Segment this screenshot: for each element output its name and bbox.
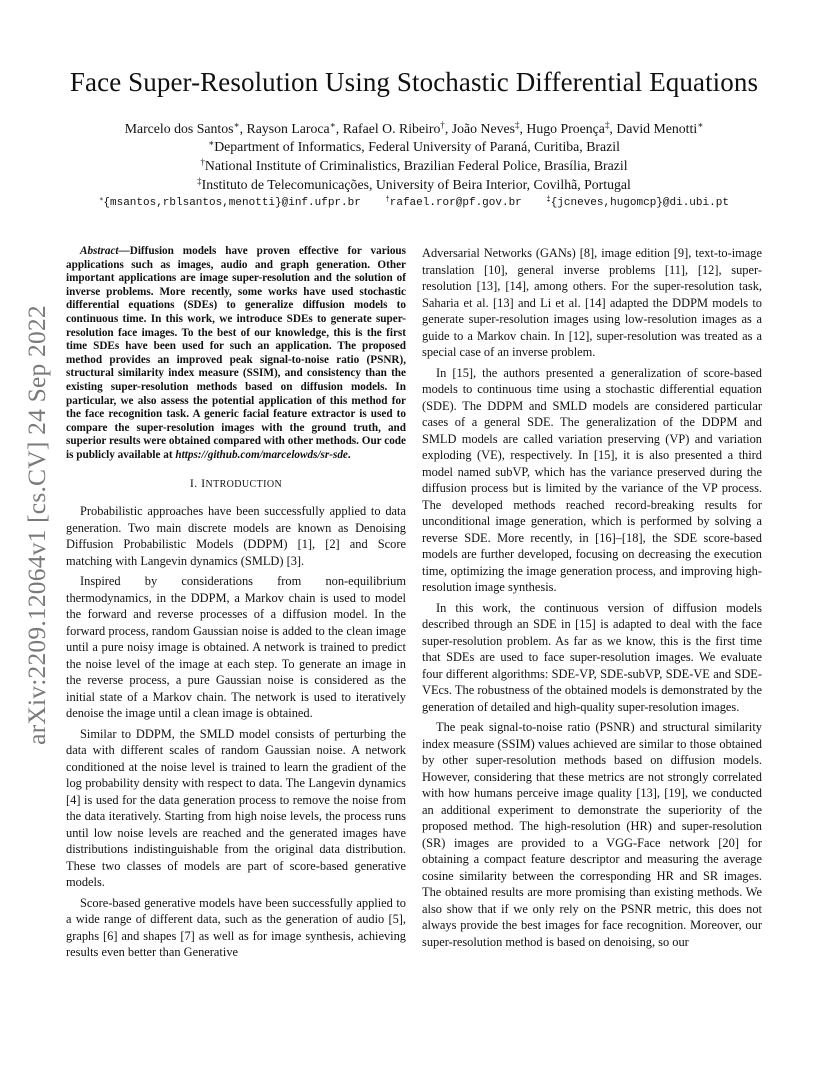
- affiliation: ‡Instituto de Telecomunicações, University of Beira Interior, Covilhã, Portugal: [197, 176, 631, 192]
- author-name: Rayson Laroca: [246, 121, 330, 136]
- paragraph: Similar to DDPM, the SMLD model consists of perturbing the data with different scales of random Gaussian noise. A network conditioned at the noise level is trained to learn the gradient of the log probability density with respect to data. The Langevin dynamics [4] is used for the data generation process to remove the noise from the data iteratively. Starting from high noise levels, the process runs until low noise levels are reached and the generated images have distributions indistinguishable from the original data distribution. These two classes of models are part of score-based generative models.: [66, 726, 406, 889]
- abstract: Abstract—Diffusion models have proven effective for various applications such as images, audio and graph generation. Other important applications are image super-resolution and the solution of inverse problems. More recently, some works have used stochastic differential equations (SDEs) to generalize diffusion models to continuous time. In this work, we introduce SDEs to generate super-resolution face images. To the best of our knowledge, this is the first time SDEs have been used for such an application. The proposed method provides an improved peak signal-to-noise ratio (PSNR), structural similarity index measure (SSIM), and consistency than the existing super-resolution methods based on diffusion models. In particular, we also assess the potential application of this method for the face recognition task. A generic facial feature extractor is used to compare the super-resolution images with the ground truth, and superior results were obtained compared with other methods. Our code is publicly available at https://github.com/marcelowds/sr-sde.: [66, 245, 406, 461]
- section-heading: I. INTRODUCTION: [189, 475, 283, 490]
- arxiv-stamp: arXiv:2209.12064v1 [cs.CV] 24 Sep 2022: [22, 305, 51, 745]
- email: {msantos,rblsantos,menotti}@inf.ufpr.br: [103, 197, 361, 209]
- author-name: João Neves: [451, 121, 515, 136]
- email: {jcneves,hugomcp}@di.ubi.pt: [550, 197, 729, 209]
- paragraph: Inspired by considerations from non-equilibrium thermodynamics, in the DDPM, a Markov chain is used to model the forward and reverse processes of a diffusion model. In the forward process, random Gaussian noise is added to the clean image until a pure noisy image is obtained. A network is trained to predict the noise level of the image at each step. To generate an image in the reverse process, a pure Gaussian noise is considered as the initial state of a Markov chain. The network is used to iteratively denoise the image until a clean image is obtained.: [66, 574, 406, 720]
- paragraph: In [15], the authors presented a generalization of score-based models to continuous time using a stochastic differential equation (SDE). The DDPM and SMLD models are considered particular cases of a general SDE. The generalization of the DDPM and SMLD models are called variation preserving (VP) and variation exploding (VE), respectively. In [15], it is also presented a third model named subVP, which has the variance preserved during the diffusion process but is limited by the variance of the VP process. The developed methods reached record-breaking results for unconditional image generation, which is performed by solving a reverse SDE. More recently, in [16]–[18], the SDE score-based models are further developed, focusing on decreasing the execution time, optimizing the image generation process, and improving high-resolution image synthesis.: [422, 365, 762, 594]
- author-name: Marcelo dos Santos: [124, 121, 234, 136]
- code-link[interactable]: https://github.com/marcelowds/sr-sde: [175, 448, 348, 461]
- paragraph: The peak signal-to-noise ratio (PSNR) and structural similarity index measure (SSIM) values achieved are similar to those obtained by other super-resolution methods based on diffusion models. However, considering that these metrics are not strongly correlated with how humans perceive image quality [13], [19], we conducted an additional experiment to demonstrate the superiority of the proposed method. The high-resolution (HR) and super-resolution (SR) images are provided to a VGG-Face network [20] for obtaining a compact feature descriptor and measuring the average cosine similarity between the corresponding HR and SR images. The obtained results are more promising than existing methods. We also show that if we only rely on the PSNR metric, this does not always provide the best images for face recognition. Moreover, our super-resolution method is based on denoising, so our: [422, 720, 762, 949]
- left-column: [66, 245, 406, 965]
- author-emails: ∗{msantos,rblsantos,menotti}@inf.ufpr.br †rafael.ror@pf.gov.br ‡{jcneves,hugomcp}@di.ubi.pt: [99, 196, 729, 209]
- paragraph: Adversarial Networks (GANs) [8], image edition [9], text-to-image translation [10], general inverse problems [11], [12], super-resolution [13], [14], among others. For the super-resolution task, Saharia et al. [13] and Li et al. [14] adapted the DDPM models to generate super-resolution images using low-resolution images as a guide to a Markov chain. In [12], super-resolution was treated as a special case of an inverse problem.: [422, 246, 762, 359]
- author-name: Hugo Proença: [526, 121, 605, 136]
- author-name: David Menotti: [616, 121, 698, 136]
- email: rafael.ror@pf.gov.br: [389, 197, 522, 209]
- author-list: Marcelo dos Santos∗, Rayson Laroca∗, Rafael O. Ribeiro†, João Neves‡, Hugo Proença‡, David Menotti∗: [124, 120, 704, 136]
- author-name: Rafael O. Ribeiro: [342, 121, 441, 136]
- affiliation: ∗Department of Informatics, Federal University of Paraná, Curitiba, Brazil: [208, 138, 620, 154]
- paragraph: Score-based generative models have been successfully applied to a wide range of different data, such as the generation of audio [5], graphs [6] and shapes [7] as well as for image synthesis, achieving results even better than Generative: [66, 895, 406, 959]
- affiliation: †National Institute of Criminalistics, Brazilian Federal Police, Brasília, Brazil: [200, 157, 628, 173]
- paragraph: In this work, the continuous version of diffusion models described through an SDE in [15] is adapted to deal with the face super-resolution problem. As far as we know, this is the first time that SDEs are used to face super-resolution images. We evaluate four different algorithms: SDE-VP, SDE-subVP, SDE-VE and SDE-VEcs. The robustness of the obtained models is demonstrated by the generation of detailed and high-quality super-resolution images.: [422, 600, 762, 714]
- paragraph: Probabilistic approaches have been successfully applied to data generation. Two main discrete models are known as Denoising Diffusion Probabilistic Models (DDPM) [1], [2] and Score matching with Langevin dynamics (SMLD) [3].: [66, 504, 406, 568]
- paper-title: Face Super-Resolution Using Stochastic Differential Equations: [69, 67, 759, 97]
- right-column: [422, 245, 762, 954]
